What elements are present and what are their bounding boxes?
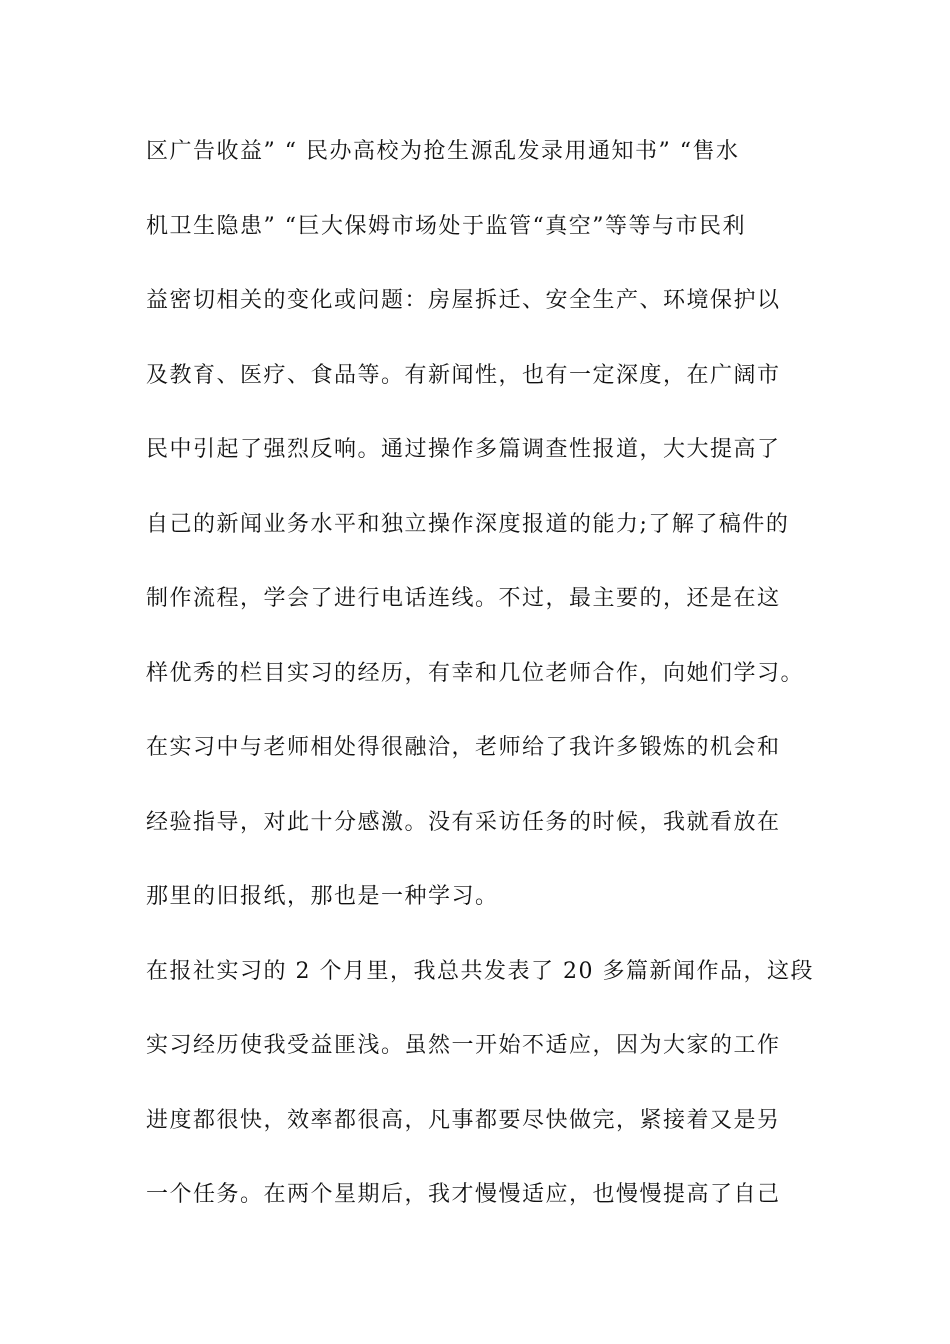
text-line: 及教育、医疗、食品等。有新闻性，也有一定深度，在广阔市: [146, 362, 781, 388]
text-line: 在报社实习的 2 个月里，我总共发表了 20 多篇新闻作品，这段: [146, 958, 814, 984]
text-line: 益密切相关的变化或问题：房屋拆迁、安全生产、环境保护以: [146, 288, 781, 313]
text-line: 样优秀的栏目实习的经历，有幸和几位老师合作，向她们学习。: [146, 660, 805, 686]
text-line: 那里的旧报纸，那也是一种学习。: [146, 884, 499, 909]
text-line: 实习经历使我受益匪浅。虽然一开始不适应，因为大家的工作: [146, 1033, 781, 1058]
text-line: 区广告收益” “ 民办高校为抢生源乱发录用通知书” “售水: [146, 139, 740, 164]
text-line: 在实习中与老师相处得很融洽，老师给了我许多锻炼的机会和: [146, 735, 781, 760]
text-line: 机卫生隐患” “巨大保姆市场处于监管“真空”等等与市民利: [146, 213, 746, 239]
text-line: 经验指导，对此十分感激。没有采访任务的时候，我就看放在: [146, 809, 781, 835]
text-line: 自己的新闻业务水平和独立操作深度报道的能力;了解了稿件的: [146, 511, 790, 537]
text-line: 一个任务。在两个星期后，我才慢慢适应，也慢慢提高了自己: [146, 1182, 781, 1207]
text-line: 制作流程，学会了进行电话连线。不过，最主要的，还是在这: [146, 586, 781, 611]
text-line: 进度都很快，效率都很高，凡事都要尽快做完，紧接着又是另: [146, 1107, 781, 1133]
text-line: 民中引起了强烈反响。通过操作多篇调查性报道，大大提高了: [146, 437, 781, 462]
body-text: [146, 130, 826, 1248]
